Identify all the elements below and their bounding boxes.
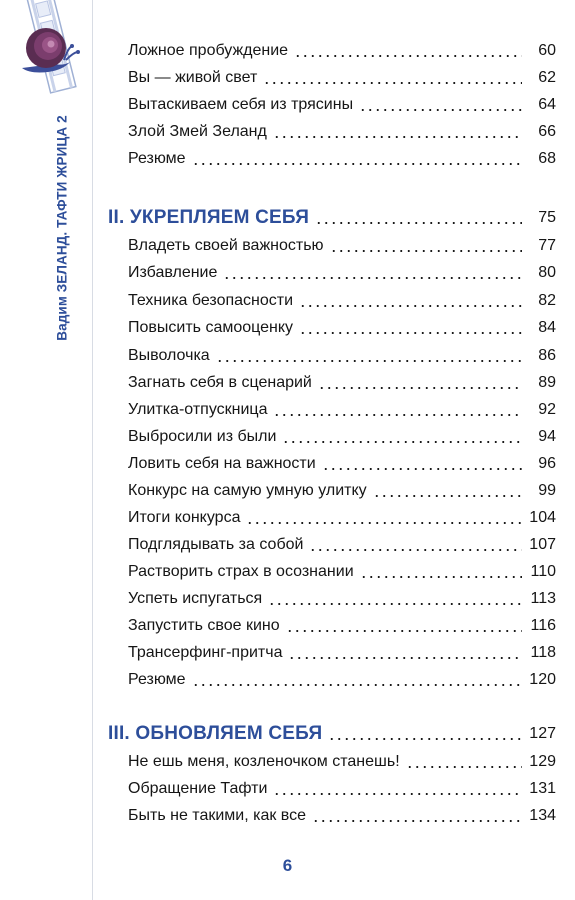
dot-leader [318, 373, 522, 393]
dot-leader [263, 68, 522, 88]
toc-entry[interactable]: Выбросили из были 94 [128, 428, 556, 445]
toc-entry[interactable]: Ложное пробуждение 60 [128, 42, 556, 59]
toc-entry[interactable]: Подглядывать за собой 107 [128, 536, 556, 553]
toc-entry[interactable]: Злой Змей Зеланд 66 [128, 123, 556, 140]
toc-entry[interactable]: Повысить самооценку 84 [128, 319, 556, 336]
dot-leader [315, 208, 522, 228]
toc-entry[interactable]: Резюме 120 [128, 671, 556, 688]
toc-entry[interactable]: Резюме 68 [128, 150, 556, 167]
dot-leader [246, 508, 522, 528]
toc-entry[interactable]: Конкурс на самую умную улитку 99 [128, 482, 556, 499]
sidebar [0, 0, 92, 900]
toc-entry[interactable]: Владеть своей важностью 77 [128, 237, 556, 254]
toc-entry[interactable]: Обращение Тафти 131 [128, 780, 556, 797]
toc-entry[interactable]: Вы — живой свет 62 [128, 69, 556, 86]
dot-leader [288, 643, 522, 663]
toc-section-heading[interactable]: III. ОБНОВЛЯЕМ СЕБЯ 127 [108, 723, 556, 744]
dot-leader [282, 427, 522, 447]
dot-leader [223, 263, 522, 283]
dot-leader [216, 346, 522, 366]
dot-leader [294, 41, 522, 61]
dot-leader [330, 236, 522, 256]
toc-entry[interactable]: Успеть испугаться 113 [128, 590, 556, 607]
dot-leader [299, 291, 522, 311]
toc-entry[interactable]: Итоги конкурса 104 [128, 509, 556, 526]
toc-entry[interactable]: Избавление 80 [128, 264, 556, 281]
dot-leader [268, 589, 522, 609]
toc-entry[interactable]: Трансерфинг-притча 118 [128, 644, 556, 661]
book-title-spine: Вадим ЗЕЛАНД. ТАФТИ ЖРИЦА 2 [54, 115, 70, 341]
dot-leader [322, 454, 522, 474]
dot-leader [406, 752, 522, 772]
dot-leader [312, 806, 522, 826]
toc-entry[interactable]: Улитка-отпускница 92 [128, 401, 556, 418]
toc-entry[interactable]: Запустить свое кино 116 [128, 617, 556, 634]
dot-leader [328, 724, 522, 744]
dot-leader [373, 481, 522, 501]
toc-entry[interactable]: Быть не такими, как все 134 [128, 807, 556, 824]
toc-entry[interactable]: Выволочка 86 [128, 347, 556, 364]
dot-leader [192, 670, 522, 690]
toc-section-heading[interactable]: II. УКРЕПЛЯЕМ СЕБЯ 75 [108, 207, 556, 228]
toc-entry[interactable]: Вытаскиваем себя из трясины 64 [128, 96, 556, 113]
toc-entry[interactable]: Не ешь меня, козленочком станешь! 129 [128, 753, 556, 770]
dot-leader [286, 616, 522, 636]
toc-entry[interactable]: Ловить себя на важности 96 [128, 455, 556, 472]
toc-entry[interactable]: Техника безопасности 82 [128, 292, 556, 309]
spine-label-area [42, 115, 82, 341]
dot-leader [192, 149, 522, 169]
dot-leader [309, 535, 522, 555]
dot-leader [273, 400, 522, 420]
toc-entry[interactable]: Загнать себя в сценарий 89 [128, 374, 556, 391]
dot-leader [360, 562, 522, 582]
sidebar-divider [92, 0, 93, 900]
dot-leader [359, 95, 522, 115]
dot-leader [273, 779, 522, 799]
snail-filmstrip-logo-icon [8, 0, 92, 110]
dot-leader [273, 122, 522, 142]
page-number: 6 [282, 856, 293, 875]
dot-leader [299, 318, 522, 338]
toc-entry[interactable]: Растворить страх в осознании 110 [128, 563, 556, 580]
